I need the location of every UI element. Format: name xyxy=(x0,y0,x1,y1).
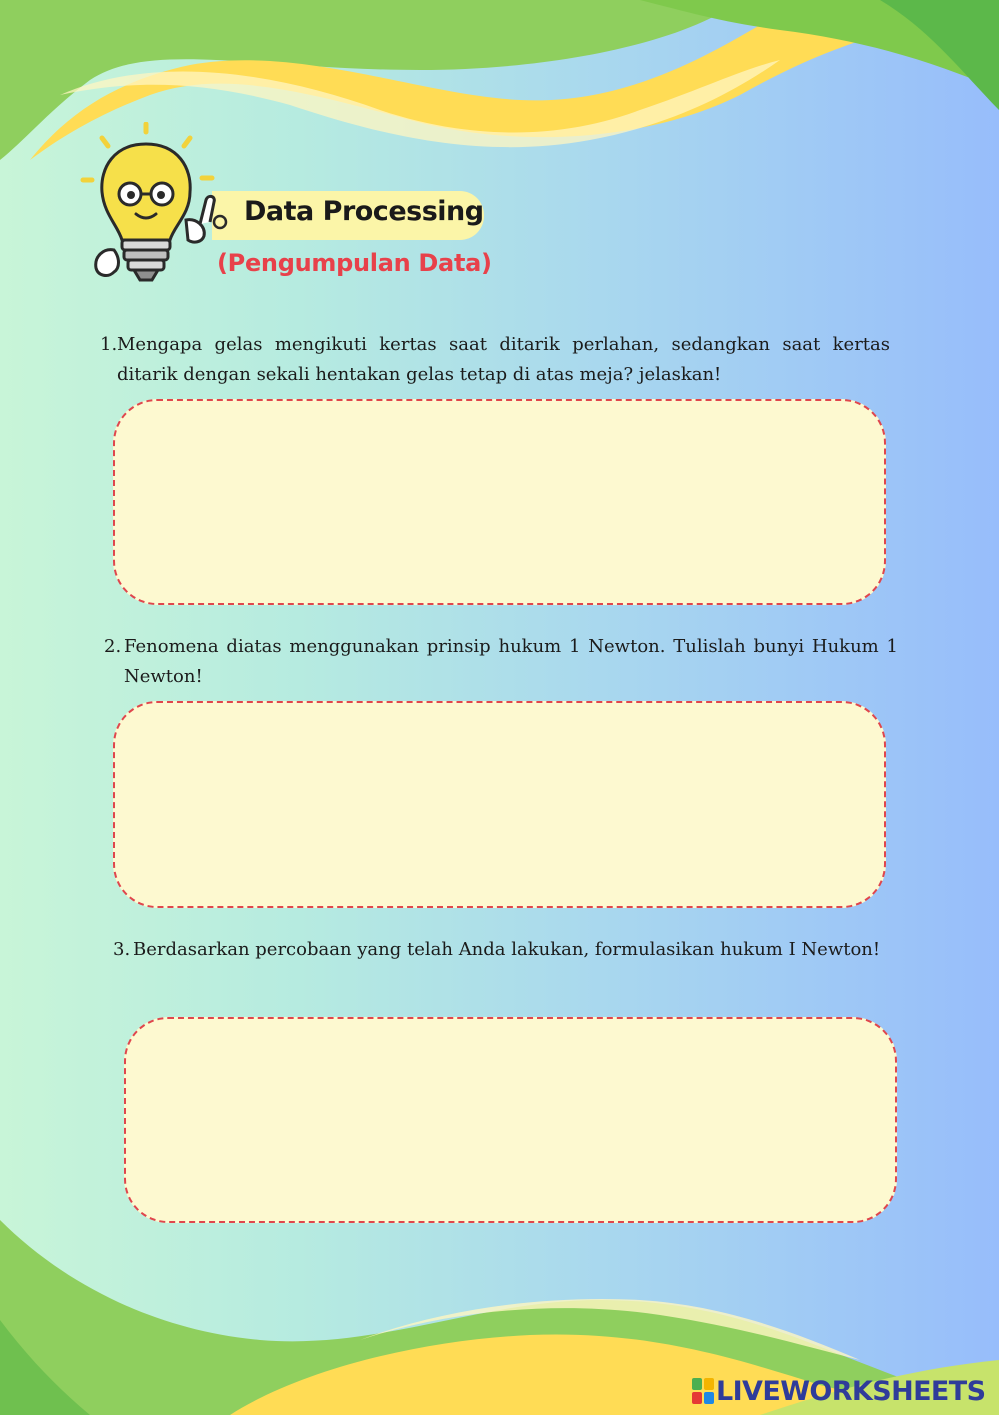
question-text: Mengapa gelas mengikuti kertas saat ditarik perlahan, sedangkan saat kertas ditarik dengan sekali hentakan gelas tetap di atas meja? jelaskan! xyxy=(117,334,890,385)
question-text: Berdasarkan percobaan yang telah Anda lakukan, formulasikan hukum I Newton! xyxy=(133,939,881,960)
question-number: 1. xyxy=(100,334,118,355)
answer-box-1[interactable] xyxy=(113,399,886,605)
lightbulb-mascot-icon xyxy=(78,122,228,292)
brand-name: LIVEWORKSHEETS xyxy=(716,1375,986,1407)
page-title: Data Processing xyxy=(244,196,484,227)
question-number: 3. xyxy=(113,939,131,960)
page-subtitle: (Pengumpulan Data) xyxy=(217,249,492,277)
question-3 xyxy=(113,935,907,965)
answer-box-2[interactable] xyxy=(113,701,886,908)
question-number: 2. xyxy=(104,636,122,657)
question-1 xyxy=(100,330,890,390)
question-2 xyxy=(104,632,898,692)
liveworksheets-logo xyxy=(692,1373,985,1409)
liveworksheets-mark-icon xyxy=(692,1378,714,1404)
answer-box-3[interactable] xyxy=(124,1017,897,1223)
question-text: Fenomena diatas menggunakan prinsip hukum 1 Newton. Tulislah bunyi Hukum 1 Newton! xyxy=(124,636,898,687)
